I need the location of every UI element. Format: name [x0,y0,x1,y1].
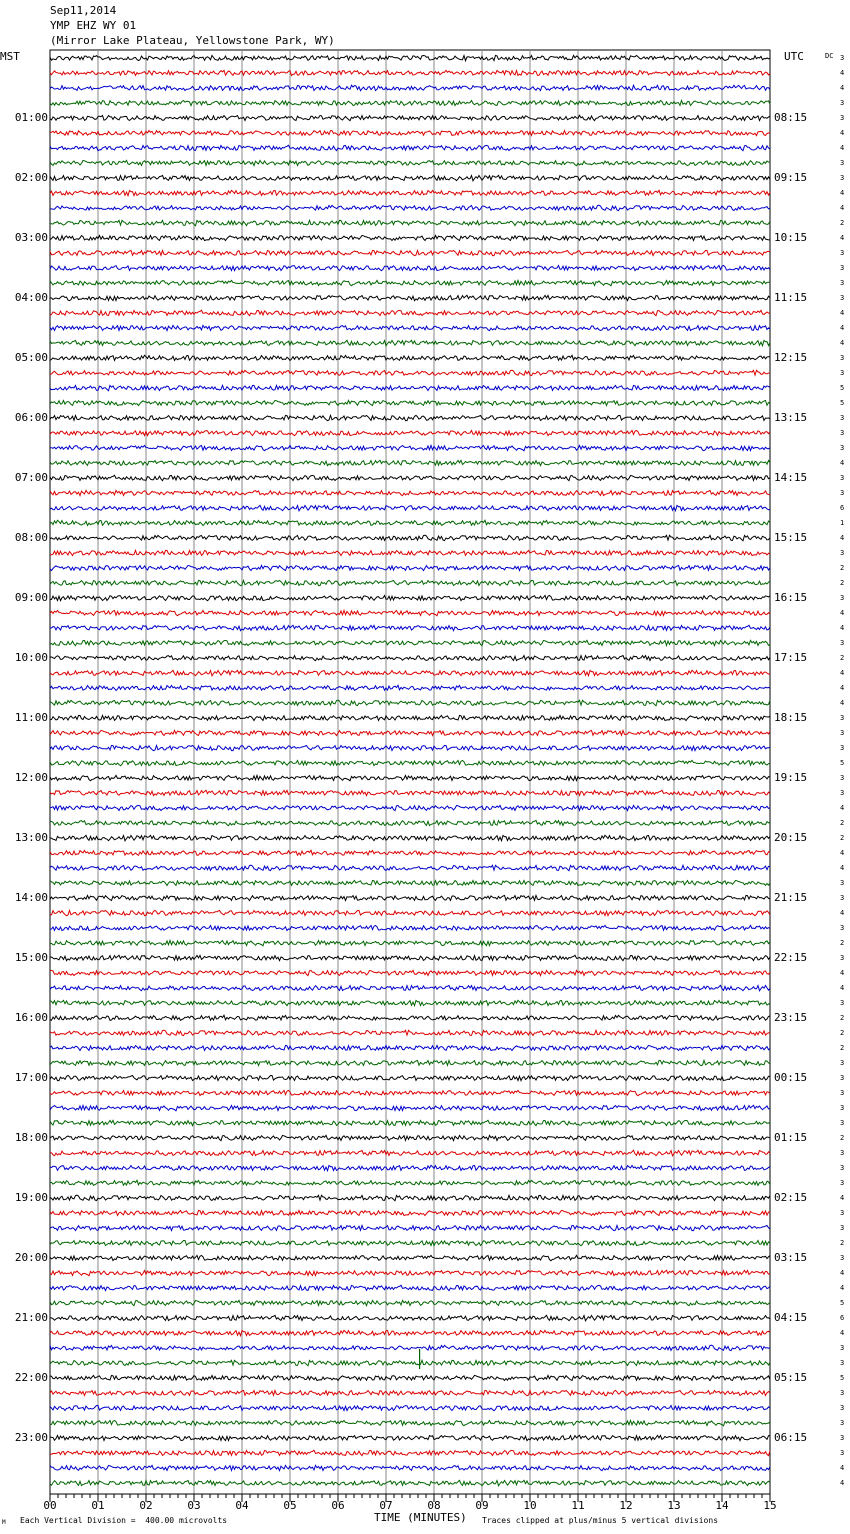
hour-label-utc: 08:15 [774,111,808,124]
trace-20 [50,355,770,360]
x-tick-label: 08 [427,1499,441,1512]
trace-46 [50,745,770,750]
trace-79 [50,1241,770,1246]
dc-value: 3 [840,279,845,287]
hour-label-mst: 13:00 [14,831,48,844]
dc-value: 4 [840,189,845,197]
trace-3 [50,101,770,106]
trace-73 [50,1150,770,1155]
dc-value: 4 [840,624,845,632]
trace-81 [50,1270,770,1276]
dc-value: 3 [840,1419,845,1427]
header-location: (Mirror Lake Plateau, Yellowstone Park, WY) [50,34,335,47]
hour-label-utc: 13:15 [774,411,808,424]
dc-value: 2 [840,219,845,227]
footer-mark: M [2,1519,6,1526]
dc-value: 4 [840,324,845,332]
timezone-left-label: MST [0,50,20,63]
trace-72 [50,1135,770,1140]
dc-value: 2 [840,834,845,842]
dc-value: 4 [840,459,845,467]
trace-1 [50,70,770,75]
trace-12 [50,235,770,240]
dc-value: 3 [840,54,845,62]
dc-value: 2 [840,1029,845,1037]
trace-8 [50,175,770,180]
trace-16 [50,295,770,300]
trace-7 [50,160,770,165]
dc-value: 3 [840,1119,845,1127]
hour-label-utc: 18:15 [774,711,808,724]
dc-value: 4 [840,1329,845,1337]
trace-21 [50,370,770,375]
dc-value: 3 [840,159,845,167]
hour-label-utc: 23:15 [774,1011,808,1024]
trace-31 [50,520,770,525]
dc-value: 4 [840,699,845,707]
dc-value: 3 [840,369,845,377]
trace-61 [50,970,770,975]
dc-value: 5 [840,399,845,407]
dc-value: 4 [840,804,845,812]
dc-value: 3 [840,414,845,422]
dc-value: 4 [840,69,845,77]
header-station: YMP EHZ WY 01 [50,19,137,32]
trace-32 [50,535,770,541]
trace-17 [50,310,770,315]
trace-88 [50,1375,770,1380]
dc-value: 3 [840,1389,845,1397]
hour-label-mst: 17:00 [14,1071,48,1084]
trace-63 [50,1000,770,1005]
trace-27 [50,460,770,465]
trace-68 [50,1075,770,1080]
hour-label-mst: 09:00 [14,591,48,604]
hour-label-utc: 03:15 [774,1251,808,1264]
footer-scale-note: Each Vertical Division = 400.00 microvolts [20,1516,228,1525]
trace-9 [50,190,770,195]
dc-value: 4 [840,1269,845,1277]
x-tick-label: 06 [331,1499,345,1512]
hour-label-mst: 06:00 [14,411,48,424]
dc-value: 3 [840,99,845,107]
dc-value: 3 [840,894,845,902]
trace-45 [50,730,770,735]
trace-71 [50,1120,770,1125]
hour-label-utc: 12:15 [774,351,808,364]
hour-label-mst: 15:00 [14,951,48,964]
dc-value: 2 [840,579,845,587]
dc-value: 4 [840,1284,845,1292]
hour-label-mst: 11:00 [14,711,48,724]
dc-value: 3 [840,924,845,932]
dc-value: 2 [840,654,845,662]
trace-85 [50,1330,770,1335]
hour-label-utc: 16:15 [774,591,808,604]
trace-24 [50,415,770,420]
dc-value: 1 [840,519,845,527]
trace-56 [50,895,770,900]
trace-47 [50,760,770,765]
dc-value: 6 [840,1314,845,1322]
x-tick-label: 00 [43,1499,57,1512]
trace-86 [50,1345,770,1350]
dc-value: 5 [840,1299,845,1307]
dc-value: 4 [840,909,845,917]
dc-value: 3 [840,999,845,1007]
trace-62 [50,985,770,990]
trace-80 [50,1255,770,1260]
trace-65 [50,1030,770,1036]
dc-value: 3 [840,1104,845,1112]
trace-30 [50,505,770,510]
trace-14 [50,266,770,271]
dc-value: 3 [840,354,845,362]
dc-value: 3 [840,879,845,887]
dc-value: 4 [840,969,845,977]
trace-51 [50,821,770,826]
trace-40 [50,656,770,661]
dc-value: 3 [840,1434,845,1442]
hour-label-mst: 01:00 [14,111,48,124]
dc-value: 3 [840,1164,845,1172]
dc-value: 4 [840,129,845,137]
trace-60 [50,955,770,960]
dc-value: 3 [840,1224,845,1232]
dc-value: 5 [840,384,845,392]
hour-label-mst: 22:00 [14,1371,48,1384]
hour-label-mst: 20:00 [14,1251,48,1264]
trace-23 [50,400,770,405]
trace-91 [50,1420,770,1425]
trace-18 [50,325,770,330]
trace-69 [50,1090,770,1095]
dc-value: 3 [840,294,845,302]
dc-value: 2 [840,939,845,947]
trace-43 [50,700,770,706]
trace-54 [50,865,770,871]
hour-label-mst: 07:00 [14,471,48,484]
dc-value: 3 [840,1059,845,1067]
trace-25 [50,431,770,436]
hour-label-utc: 04:15 [774,1311,808,1324]
trace-90 [50,1406,770,1411]
dc-value: 5 [840,759,845,767]
dc-value: 3 [840,1089,845,1097]
trace-93 [50,1450,770,1455]
hour-label-mst: 14:00 [14,891,48,904]
trace-58 [50,925,770,930]
dc-value: 3 [840,1179,845,1187]
x-tick-label: 15 [763,1499,777,1512]
dc-value: 2 [840,1014,845,1022]
hour-label-mst: 23:00 [14,1431,48,1444]
hour-label-mst: 12:00 [14,771,48,784]
x-tick-label: 03 [187,1499,201,1512]
trace-38 [50,625,770,630]
dc-value: 3 [840,774,845,782]
dc-value: 3 [840,174,845,182]
dc-value: 3 [840,249,845,257]
dc-value: 4 [840,669,845,677]
dc-value: 5 [840,1374,845,1382]
dc-value: 4 [840,534,845,542]
hour-label-utc: 11:15 [774,291,808,304]
x-tick-label: 04 [235,1499,249,1512]
dc-value: 3 [840,594,845,602]
trace-22 [50,385,770,390]
trace-0 [50,55,770,60]
trace-6 [50,145,770,150]
hour-label-mst: 08:00 [14,531,48,544]
trace-87 [50,1360,770,1365]
dc-value: 3 [840,264,845,272]
trace-82 [50,1285,770,1290]
hour-label-utc: 20:15 [774,831,808,844]
dc-value: 3 [840,744,845,752]
dc-value: 2 [840,564,845,572]
dc-value: 3 [840,1359,845,1367]
x-tick-label: 14 [715,1499,729,1512]
hour-label-utc: 10:15 [774,231,808,244]
dc-value: 3 [840,114,845,122]
x-axis-title: TIME (MINUTES) [374,1511,467,1524]
hour-label-mst: 03:00 [14,231,48,244]
hour-label-utc: 21:15 [774,891,808,904]
trace-5 [50,131,770,136]
hour-label-utc: 09:15 [774,171,808,184]
hour-label-mst: 02:00 [14,171,48,184]
trace-35 [50,580,770,585]
dc-value: 3 [840,1344,845,1352]
dc-value: 3 [840,549,845,557]
hour-label-utc: 06:15 [774,1431,808,1444]
x-tick-label: 05 [283,1499,297,1512]
hour-label-utc: 22:15 [774,951,808,964]
dc-value: 4 [840,609,845,617]
trace-57 [50,910,770,915]
dc-value: 3 [840,1074,845,1082]
trace-70 [50,1105,770,1111]
trace-94 [50,1465,770,1470]
dc-value: 4 [840,84,845,92]
hour-label-utc: 19:15 [774,771,808,784]
hour-label-mst: 04:00 [14,291,48,304]
hour-label-mst: 18:00 [14,1131,48,1144]
trace-37 [50,610,770,615]
dc-value: 4 [840,984,845,992]
header-date: Sep11,2014 [50,4,117,17]
dc-label: DC [825,52,834,60]
trace-34 [50,565,770,570]
trace-52 [50,835,770,841]
dc-value: 4 [840,309,845,317]
trace-28 [50,475,770,480]
trace-89 [50,1390,770,1395]
hour-label-mst: 21:00 [14,1311,48,1324]
dc-value: 4 [840,1479,845,1487]
dc-value: 4 [840,1464,845,1472]
hour-label-utc: 15:15 [774,531,808,544]
dc-value: 3 [840,789,845,797]
dc-value: 4 [840,234,845,242]
dc-value: 3 [840,429,845,437]
dc-value: 3 [840,1209,845,1217]
trace-53 [50,850,770,855]
x-tick-label: 07 [379,1499,393,1512]
trace-95 [50,1480,770,1485]
trace-59 [50,940,770,945]
hour-label-utc: 01:15 [774,1131,808,1144]
hour-label-mst: 10:00 [14,651,48,664]
x-tick-label: 11 [571,1499,585,1512]
hour-label-utc: 14:15 [774,471,808,484]
dc-value: 3 [840,489,845,497]
dc-value: 4 [840,864,845,872]
dc-value: 3 [840,1149,845,1157]
dc-value: 2 [840,819,845,827]
x-tick-label: 13 [667,1499,681,1512]
trace-50 [50,805,770,810]
dc-value: 3 [840,1404,845,1412]
trace-36 [50,596,770,601]
hour-label-utc: 05:15 [774,1371,808,1384]
trace-4 [50,115,770,120]
trace-11 [50,220,770,225]
hour-label-utc: 17:15 [774,651,808,664]
dc-value: 3 [840,1449,845,1457]
x-tick-label: 01 [91,1499,105,1512]
dc-value: 2 [840,1239,845,1247]
dc-value: 3 [840,474,845,482]
dc-value: 3 [840,729,845,737]
trace-48 [50,775,770,780]
dc-value: 2 [840,1044,845,1052]
trace-44 [50,715,770,720]
timezone-right-label: UTC [784,50,804,63]
x-tick-label: 10 [523,1499,537,1512]
dc-value: 4 [840,1194,845,1202]
footer-clip-note: Traces clipped at plus/minus 5 vertical divisions [482,1516,719,1525]
dc-value: 2 [840,1134,845,1142]
trace-92 [50,1435,770,1440]
hour-label-mst: 16:00 [14,1011,48,1024]
hour-label-utc: 02:15 [774,1191,808,1204]
trace-83 [50,1300,770,1305]
trace-39 [50,640,770,645]
dc-value: 3 [840,714,845,722]
trace-66 [50,1045,770,1050]
dc-value: 4 [840,339,845,347]
dc-value: 4 [840,204,845,212]
trace-77 [50,1210,770,1215]
x-tick-label: 09 [475,1499,489,1512]
dc-value: 3 [840,1254,845,1262]
trace-13 [50,250,770,255]
trace-64 [50,1015,770,1020]
x-tick-label: 12 [619,1499,633,1512]
trace-42 [50,685,770,690]
dc-value: 3 [840,639,845,647]
hour-label-mst: 05:00 [14,351,48,364]
dc-value: 6 [840,504,845,512]
trace-55 [50,880,770,885]
trace-78 [50,1225,770,1230]
trace-74 [50,1165,770,1170]
trace-2 [50,85,770,91]
trace-41 [50,670,770,676]
trace-75 [50,1180,770,1185]
hour-label-mst: 19:00 [14,1191,48,1204]
trace-84 [50,1315,770,1320]
trace-67 [50,1060,770,1065]
trace-29 [50,490,770,495]
trace-76 [50,1195,770,1201]
trace-49 [50,790,770,795]
trace-26 [50,445,770,450]
trace-33 [50,550,770,555]
x-tick-label: 02 [139,1499,153,1512]
trace-15 [50,280,770,285]
dc-value: 4 [840,684,845,692]
trace-10 [50,205,770,210]
dc-value: 3 [840,444,845,452]
trace-19 [50,340,770,345]
dc-value: 3 [840,954,845,962]
dc-value: 4 [840,849,845,857]
dc-value: 4 [840,144,845,152]
hour-label-utc: 00:15 [774,1071,808,1084]
